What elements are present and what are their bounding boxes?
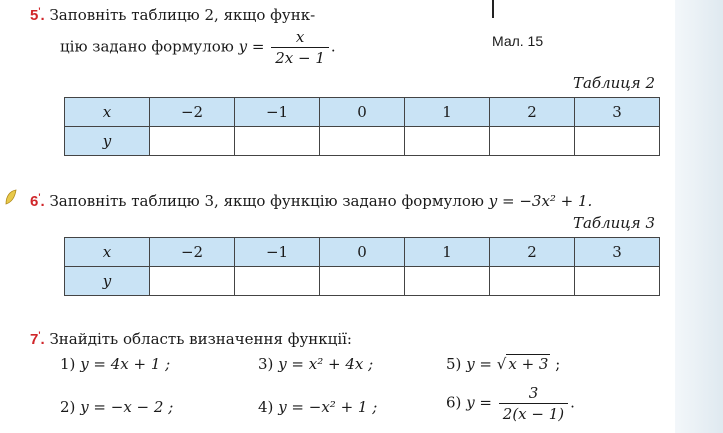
- item6-frac-denominator: 2(x − 1): [499, 403, 568, 423]
- table3-cell: 0: [320, 238, 405, 267]
- item-label: 2): [60, 398, 76, 416]
- table2-cell: 1: [405, 98, 490, 127]
- table3-cell: −1: [235, 238, 320, 267]
- item-label: 1): [60, 355, 76, 373]
- task7-item-2: [60, 398, 173, 416]
- item-label: 5): [446, 355, 462, 373]
- table3-empty-cell: [490, 267, 575, 296]
- task7-number: 7'.: [30, 330, 45, 348]
- table3: [64, 237, 660, 296]
- task7-line: [30, 330, 352, 348]
- item-formula: y = x² + 4x ;: [278, 355, 374, 373]
- table2-cell: 0: [320, 98, 405, 127]
- task5-formula-lhs: y =: [238, 37, 265, 56]
- item-formula-end: ;: [555, 355, 561, 373]
- task7-text: Знайдіть область визначення функції:: [49, 330, 352, 348]
- table2-value-row: [65, 127, 660, 156]
- item-formula: y = −x² + 1 ;: [278, 398, 378, 416]
- table2-empty-cell: [405, 127, 490, 156]
- table3-cell: 2: [490, 238, 575, 267]
- table2-header-row: [65, 98, 660, 127]
- task5-line1: [30, 6, 315, 24]
- table2-empty-cell: [490, 127, 575, 156]
- table3-row-label: y: [65, 267, 150, 296]
- table2-empty-cell: [575, 127, 660, 156]
- task5-frac-numerator: x: [295, 28, 305, 46]
- task6-formula: y = −3x² + 1.: [488, 192, 593, 210]
- task7-item-4: [258, 398, 377, 416]
- task7-item-1: [60, 355, 170, 373]
- item6-fraction: [499, 384, 568, 423]
- table3-cell: 3: [575, 238, 660, 267]
- table2-cell: x: [65, 98, 150, 127]
- item-formula: y = −x − 2 ;: [80, 398, 174, 416]
- task7-item-5: [446, 355, 560, 373]
- item-label: 6): [446, 393, 462, 412]
- item-label: 3): [258, 355, 274, 373]
- table3-empty-cell: [575, 267, 660, 296]
- table2-empty-cell: [320, 127, 405, 156]
- task6-number: 6'.: [30, 192, 45, 210]
- sqrt-symbol: √: [496, 355, 507, 373]
- sqrt-radicand: x + 3: [508, 355, 549, 373]
- table3-empty-cell: [320, 267, 405, 296]
- table2-empty-cell: [235, 127, 320, 156]
- table3-cell: x: [65, 238, 150, 267]
- table3-value-row: [65, 267, 660, 296]
- task7-item-3: [258, 355, 373, 373]
- table2-cell: 2: [490, 98, 575, 127]
- table2-row-label: y: [65, 127, 150, 156]
- page-edge-decoration: [675, 0, 723, 433]
- task5-fraction: [271, 28, 329, 67]
- item-label: 4): [258, 398, 274, 416]
- item6-frac-numerator: 3: [528, 384, 539, 402]
- table2-cell: −2: [150, 98, 235, 127]
- task5-frac-denominator: 2x − 1: [271, 47, 329, 67]
- table3-empty-cell: [405, 267, 490, 296]
- task5-formula-end: .: [330, 37, 336, 56]
- task5-line2: [60, 28, 336, 67]
- figure-divider-line: [492, 0, 494, 18]
- table2-empty-cell: [150, 127, 235, 156]
- task5-number: 5'.: [30, 6, 45, 24]
- table3-caption: Таблиця 3: [572, 214, 655, 232]
- table3-empty-cell: [235, 267, 320, 296]
- leaf-icon: [4, 188, 18, 206]
- task5-text-line1: Заповніть таблицю 2, якщо функ-: [49, 6, 316, 24]
- table3-cell: −2: [150, 238, 235, 267]
- task6-text: Заповніть таблицю 3, якщо функцію задано формулою: [49, 192, 484, 210]
- task5-text-line2: цію задано формулою: [60, 37, 234, 56]
- table2: [64, 97, 660, 156]
- item-formula-lhs: y =: [466, 355, 492, 373]
- table2-cell: −1: [235, 98, 320, 127]
- figure-label: Мал. 15: [492, 33, 544, 49]
- task7-item-6: [446, 384, 575, 423]
- item-formula-end: .: [570, 393, 575, 412]
- item-formula: y = 4x + 1 ;: [80, 355, 171, 373]
- table2-cell: 3: [575, 98, 660, 127]
- table3-empty-cell: [150, 267, 235, 296]
- task6-line: [30, 192, 592, 210]
- table3-header-row: [65, 238, 660, 267]
- table2-caption: Таблиця 2: [572, 74, 655, 92]
- item-formula-lhs: y =: [466, 393, 492, 412]
- table3-cell: 1: [405, 238, 490, 267]
